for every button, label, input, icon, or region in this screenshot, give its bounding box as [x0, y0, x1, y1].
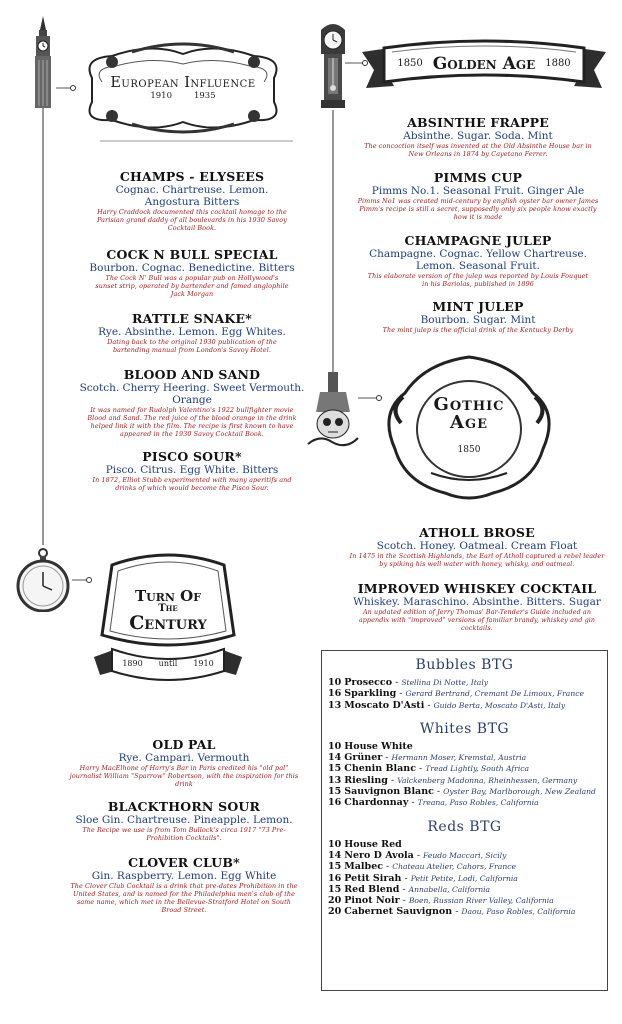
wine-row — [328, 839, 607, 850]
wine-price: 20 — [328, 895, 342, 907]
wine-price: 14 — [328, 849, 342, 861]
cocktail-improved-whiskey — [342, 582, 612, 632]
century-year-mid: until — [158, 659, 178, 668]
cocktail-ingredients: Bourbon. Cognac. Benedictine. Bitters — [89, 262, 295, 274]
pocket-watch-icon — [16, 548, 72, 612]
cocktail-name: COCK N BULL SPECIAL — [106, 247, 278, 262]
wine-row: 14 Grüner - Hermann Moser, Kremstal, Austria — [328, 752, 527, 764]
wine-maker: Feudo Maccari, Sicily — [423, 850, 507, 860]
wine-maker: Oyster Bay, Marlborough, New Zealand — [443, 787, 596, 797]
cocktail-description: Harry MacElhone of Harry's Bar in Paris credited his "old pal" journalist William "Sparrow" Robertson, with the inspiration for this drink — [69, 764, 299, 788]
cocktail-description: This elaborate version of the julep was reported by Louis Fouquet in his Bariolas, published in 1896 — [367, 272, 589, 288]
wine-price: 15 — [328, 883, 342, 895]
cocktail-name: PIMMS CUP — [433, 170, 523, 185]
cocktail-ingredients: Rye. Absinthe. Lemon. Egg Whites. — [98, 326, 286, 338]
gothic-year: 1850 — [457, 444, 481, 455]
cocktail-name: BLACKTHORN SOUR — [107, 799, 261, 814]
wine-price: 20 — [328, 906, 342, 918]
cocktail-description: The Recipe we use is from Tom Bullock's circa 1917 "73 Pre-Prohibition Cocktails". — [82, 826, 286, 842]
cocktail-pisco-sour — [78, 450, 306, 492]
cocktail-description: An updated edition of Jerry Thomas' Bar-Tender's Guide included an appendix with "improved" versions of familiar brandy, whiskey and gin cocktails. — [358, 608, 596, 632]
wine-name: Prosecco — [344, 677, 393, 688]
cocktail-description: The Cock N' Bull was a popular pub on Hollywood's sunset strip, operated by bartender and famed anglophile Jack Morgan — [95, 274, 289, 298]
wine-name: Cabernet Sauvignon — [344, 906, 453, 918]
reds-list — [328, 839, 607, 918]
wine-maker: Tread Lightly, South Africa — [425, 764, 530, 774]
wine-row: 20 Cabernet Sauvignon - Daou, Paso Robles, California — [328, 906, 576, 918]
wine-maker: Treana, Paso Robles, California — [417, 798, 539, 808]
cocktail-ingredients: Absinthe. Sugar. Soda. Mint — [403, 130, 553, 142]
wine-price: 14 — [328, 752, 342, 764]
wine-price: 16 — [328, 797, 342, 809]
cocktail-name: MINT JULEP — [432, 299, 524, 314]
european-year-start: 1910 — [150, 91, 172, 101]
wine-price: 15 — [328, 861, 342, 873]
wine-row: 20 Pinot Noir - Boen, Russian River Valley, California — [328, 895, 554, 907]
grandfather-clock-icon — [317, 18, 349, 110]
wine-row: 15 Malbec - Chateau Atelier, Cahors, France — [328, 861, 516, 873]
wine-row: 15 Red Blend - Annabella, California — [328, 883, 491, 895]
wine-price: 13 — [328, 774, 342, 786]
wine-price: 15 — [328, 763, 342, 775]
cocktail-champs-elysees — [78, 170, 306, 232]
wine-by-the-glass-box — [321, 650, 608, 991]
european-year-end: 1935 — [193, 91, 216, 101]
cocktail-ingredients: Gin. Raspberry. Lemon. Egg White — [91, 870, 277, 882]
cocktail-blackthorn-sour — [60, 800, 308, 842]
wine-name: Petit Sirah — [344, 872, 402, 884]
cocktail-ingredients: Scotch. Honey. Oatmeal. Cream Float — [376, 540, 578, 552]
european-influence-banner — [72, 38, 294, 136]
wine-name: Red Blend — [344, 883, 400, 895]
cocktail-description: In 1475 in the Scottish Highlands, the Earl of Atholl captured a rebel leader by spiking his well water with honey, whisky, and oatmeal. — [349, 552, 605, 568]
wine-row: 13 Riesling - Valckenberg Madonna, Rheinhessen, Germany — [328, 774, 578, 786]
cocktail-absinthe-frappe — [344, 116, 612, 158]
wine-price: 10 — [328, 838, 342, 850]
century-year-end: 1910 — [193, 659, 214, 668]
cocktail-ingredients: Champagne. Cognac. Yellow Chartreuse. Lemon. Seasonal Fruit. — [369, 248, 587, 272]
cocktail-ingredients: Pisco. Citrus. Egg White. Bitters — [105, 464, 279, 476]
golden-title: Golden Age — [432, 53, 536, 74]
cocktail-rattle-snake — [78, 312, 306, 354]
cocktail-ingredients: Sloe Gin. Chartreuse. Pineapple. Lemon. — [75, 814, 293, 826]
cocktail-name: CLOVER CLUB* — [128, 855, 240, 870]
wine-row: 14 Nero D Avola - Feudo Maccari, Sicily — [328, 849, 507, 861]
cocktail-name: RATTLE SNAKE* — [132, 311, 252, 326]
wine-maker: Valckenberg Madonna, Rheinhessen, Germany — [397, 775, 578, 785]
cocktail-ingredients: Whiskey. Maraschino. Absinthe. Bitters. Sugar — [353, 596, 601, 608]
wine-maker: Annabella, California — [408, 884, 491, 894]
wine-maker: Guido Berta, Moscato D'Asti, Italy — [433, 700, 566, 710]
century-title-line3: Century — [129, 611, 207, 634]
wine-row: 13 Moscato D'Asti - Guido Berta, Moscato D'Asti, Italy — [328, 699, 566, 711]
wine-maker: Gerard Bertrand, Cremant De Limoux, France — [405, 689, 584, 699]
cocktail-name: ABSINTHE FRAPPE — [407, 115, 549, 130]
cocktail-mint-julep — [344, 300, 612, 334]
wine-price: 15 — [328, 786, 342, 798]
wine-price: 10 — [328, 740, 342, 752]
skull-bottle-icon — [306, 372, 360, 450]
cocktail-description: It was named for Rudolph Valentino's 1922 bullfighter movie Blood and Sand. The red juice of the blood orange in the drink helped link it with the film. The recipe is first known to have appeared in the 1930 Savoy Cocktail Book. — [87, 406, 297, 438]
wine-maker: Petit Petite, Lodi, California — [410, 873, 518, 883]
cocktail-old-pal — [60, 738, 308, 788]
wine-name: Sauvignon Blanc — [344, 786, 434, 798]
cocktail-ingredients: Rye. Campari. Vermouth — [118, 752, 250, 764]
cocktail-name: IMPROVED WHISKEY COCKTAIL — [357, 581, 597, 596]
cocktail-ingredients: Cognac. Chartreuse. Lemon. Angostura Bitters — [115, 184, 269, 208]
wine-name: Moscato D'Asti — [344, 699, 425, 711]
whites-list — [328, 741, 607, 809]
wine-name: Pinot Noir — [344, 895, 400, 907]
bubbles-list — [328, 677, 607, 711]
cocktail-ingredients: Bourbon. Sugar. Mint — [420, 314, 536, 326]
cocktail-name: CHAMPS - ELYSEES — [119, 169, 265, 184]
wine-row: 16 Chardonnay - Treana, Paso Robles, California — [328, 797, 539, 809]
cocktail-atholl-brose — [342, 526, 612, 568]
wine-name: Sparkling — [344, 688, 397, 700]
wine-price: 16 — [328, 688, 342, 700]
turn-of-century-banner — [92, 545, 244, 690]
golden-year-end: 1880 — [545, 58, 571, 69]
wine-name: Chardonnay — [344, 797, 409, 809]
cocktail-ingredients: Pimms No.1. Seasonal Fruit. Ginger Ale — [371, 185, 585, 197]
whites-heading: Whites BTG — [419, 720, 510, 737]
wine-name: Nero D Avola — [344, 849, 414, 861]
gothic-age-banner — [383, 353, 555, 503]
wine-row: 16 Sparkling - Gerard Bertrand, Cremant De Limoux, France — [328, 688, 584, 700]
century-title-line2: The — [158, 602, 178, 614]
cocktail-name: BLOOD AND SAND — [123, 367, 261, 382]
cocktail-description: Harry Craddock documented this cocktail homage to the Parisian grand daddy of all boulevards in his 1930 Savoy Cocktail Book. — [97, 208, 287, 232]
wine-maker: Boen, Russian River Valley, California — [408, 896, 554, 906]
cocktail-name: ATHOLL BROSE — [419, 525, 535, 540]
bubbles-heading: Bubbles BTG — [415, 657, 514, 673]
cocktail-description: Pimms No1 was created mid-century by english oyster bar owner James Pimm's recipe is still a secret, supposedly only six people know exactly how it is made — [357, 197, 599, 221]
cocktail-name: CHAMPAGNE JULEP — [404, 233, 552, 248]
wine-maker: Daou, Paso Robles, California — [461, 907, 576, 917]
wine-maker: Stellina Di Notte, Italy — [401, 678, 489, 687]
wine-name: House White — [344, 740, 413, 752]
golden-age-banner — [362, 38, 606, 96]
big-ben-icon — [30, 16, 56, 108]
wine-price: 13 — [328, 699, 342, 711]
century-year-start: 1890 — [122, 659, 143, 668]
gothic-title-line2: Age — [450, 411, 488, 433]
wine-maker: Hermann Moser, Kremstal, Austria — [391, 753, 527, 763]
cocktail-name: OLD PAL — [152, 737, 216, 752]
european-title: European Influence — [110, 74, 256, 91]
cocktail-ingredients: Scotch. Cherry Heering. Sweet Vermouth. Orange — [79, 382, 305, 406]
cocktail-cock-n-bull — [78, 248, 306, 298]
wine-row: 15 Sauvignon Blanc - Oyster Bay, Marlborough, New Zealand — [328, 786, 596, 798]
cocktail-description: The Clover Club Cocktail is a drink that pre-dates Prohibition in the United States, and is named for the Philadelphia men's club of the same name, which met in the Bellevue-Stratford Hotel on South Broad Street. — [70, 882, 298, 914]
wine-price: 16 — [328, 872, 342, 884]
wine-name: Grüner — [344, 752, 383, 764]
cocktail-description: In 1872, Elliot Stubb experimented with many aperitifs and drinks of which would become the Pisco Sour. — [92, 476, 292, 492]
cocktail-champagne-julep — [344, 234, 612, 288]
reds-heading: Reds BTG — [427, 818, 502, 835]
cocktail-clover-club — [60, 856, 308, 914]
cocktail-description: The mint julep is the official drink of the Kentucky Derby — [382, 326, 574, 334]
cocktail-description: Dating back to the original 1930 publication of the bartending manual from London's Savoy Hotel. — [107, 338, 277, 354]
wine-name: Malbec — [344, 861, 384, 873]
wine-name: Riesling — [344, 774, 388, 786]
cocktail-blood-and-sand — [78, 368, 306, 438]
wine-price: 10 — [328, 677, 342, 688]
wine-row: 16 Petit Sirah - Petit Petite, Lodi, California — [328, 872, 518, 884]
cocktail-name: PISCO SOUR* — [142, 449, 242, 464]
wine-maker: Chateau Atelier, Cahors, France — [392, 862, 516, 872]
cocktail-pimms-cup — [344, 171, 612, 221]
golden-year-start: 1850 — [397, 58, 423, 69]
wine-name: House Red — [344, 838, 402, 850]
wine-row: 10 Prosecco - Stellina Di Notte, Italy — [328, 677, 489, 688]
wine-row: 15 Chenin Blanc - Tread Lightly, South Africa — [328, 763, 530, 775]
wine-name: Chenin Blanc — [344, 763, 416, 775]
cocktail-description: The concoction itself was invented at the Old Absinthe House bar in New Orleans in 1874 by Cayetano Ferrer. — [364, 142, 592, 158]
gothic-title-line1: Gothic — [433, 393, 505, 415]
wine-row — [328, 741, 607, 752]
century-title-line1: Turn Of — [134, 586, 202, 605]
